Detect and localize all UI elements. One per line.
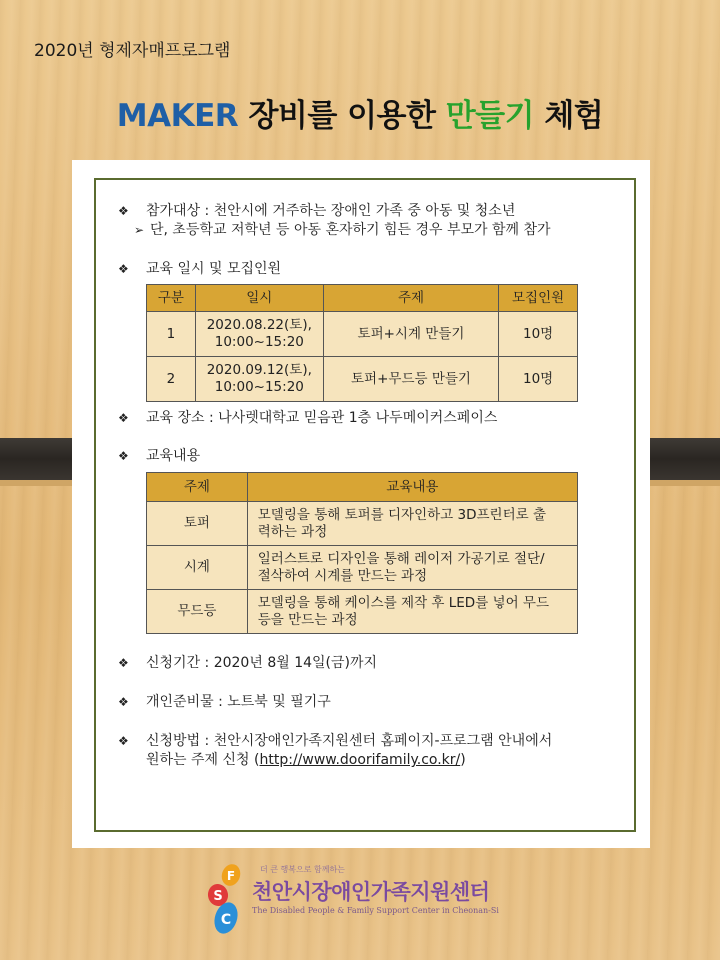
supplies-text: 개인준비물 : 노트북 및 필기구 bbox=[146, 694, 331, 710]
table-row bbox=[147, 590, 578, 634]
schedule-heading: 교육 일시 및 모집인원 bbox=[146, 261, 282, 277]
header-cell: 모집인원 bbox=[499, 285, 578, 312]
diamond-bullet-icon: ❖ bbox=[118, 204, 129, 218]
diamond-bullet-icon: ❖ bbox=[118, 695, 129, 709]
title-maker: MAKER bbox=[116, 98, 239, 134]
svg-text:S: S bbox=[213, 889, 223, 904]
row-description: 모델링을 통해 토퍼를 디자인하고 3D프린터로 출 력하는 과정 bbox=[247, 502, 577, 546]
diamond-bullet-icon: ❖ bbox=[118, 449, 129, 463]
header-cell: 교육내용 bbox=[247, 473, 577, 502]
header-cell: 구분 bbox=[147, 285, 196, 312]
sfc-logo-icon bbox=[204, 862, 254, 942]
target-note-text: 단, 초등학교 저학년 등 아동 혼자하기 힘든 경우 부모가 함께 참가 bbox=[150, 222, 551, 238]
diamond-bullet-icon: ❖ bbox=[118, 734, 129, 748]
table-header-row bbox=[147, 473, 578, 502]
info-panel bbox=[72, 160, 650, 848]
row-topic: 토퍼+시계 만들기 bbox=[323, 312, 498, 357]
row-datetime: 2020.09.12(토), 10:00~15:20 bbox=[195, 357, 323, 402]
page-title bbox=[0, 90, 720, 135]
target-note-item bbox=[116, 221, 616, 240]
target-text: 참가대상 : 천안시에 거주하는 장애인 가족 중 아동 및 청소년 bbox=[146, 203, 516, 219]
table-row bbox=[147, 357, 578, 402]
table-header-row bbox=[147, 285, 578, 312]
table-row bbox=[147, 502, 578, 546]
arrow-bullet-icon: ➢ bbox=[134, 223, 145, 237]
row-topic: 토퍼 bbox=[147, 502, 248, 546]
svg-text:F: F bbox=[226, 869, 236, 883]
center-logo bbox=[204, 862, 504, 942]
row-topic: 시계 bbox=[147, 546, 248, 590]
diamond-bullet-icon: ❖ bbox=[118, 262, 129, 276]
method-item bbox=[116, 732, 616, 770]
curriculum-heading-item bbox=[116, 447, 616, 466]
table-row bbox=[147, 312, 578, 357]
panel-content bbox=[116, 202, 616, 770]
row-count: 10명 bbox=[499, 312, 578, 357]
method-text: 신청방법 : 천안시장애인가족지원센터 홈페이지-프로그램 안내에서 원하는 주제 신청 (http://www.doorifamily.co.kr/) bbox=[146, 733, 553, 768]
row-number: 2 bbox=[147, 357, 196, 402]
diamond-bullet-icon: ❖ bbox=[118, 656, 129, 670]
title-making: 만들기 bbox=[445, 98, 535, 134]
program-label: 2020년 형제자매프로그램 bbox=[34, 41, 231, 61]
row-datetime: 2020.08.22(토), 10:00~15:20 bbox=[195, 312, 323, 357]
row-topic: 토퍼+무드등 만들기 bbox=[323, 357, 498, 402]
row-count: 10명 bbox=[499, 357, 578, 402]
title-middle: 장비를 이용한 bbox=[238, 98, 446, 134]
schedule-table bbox=[146, 284, 578, 402]
svg-text:C: C bbox=[220, 912, 232, 928]
location-item bbox=[116, 409, 616, 428]
logo-english-name: The Disabled People & Family Support Center in Cheonan-Si bbox=[252, 906, 499, 915]
header-cell: 주제 bbox=[323, 285, 498, 312]
homepage-link[interactable]: http://www.doorifamily.co.kr/ bbox=[259, 752, 461, 768]
schedule-heading-item bbox=[116, 260, 616, 279]
row-topic: 무드등 bbox=[147, 590, 248, 634]
header-cell: 주제 bbox=[147, 473, 248, 502]
row-description: 모델링을 통해 케이스를 제작 후 LED를 넣어 무드 등을 만드는 과정 bbox=[247, 590, 577, 634]
location-text: 교육 장소 : 나사렛대학교 믿음관 1층 나두메이커스페이스 bbox=[146, 410, 498, 426]
period-text: 신청기간 : 2020년 8월 14일(금)까지 bbox=[146, 655, 378, 671]
row-number: 1 bbox=[147, 312, 196, 357]
curriculum-heading: 교육내용 bbox=[146, 448, 201, 464]
curriculum-table bbox=[146, 472, 578, 634]
table-row bbox=[147, 546, 578, 590]
title-end: 체험 bbox=[534, 98, 604, 134]
diamond-bullet-icon: ❖ bbox=[118, 411, 129, 425]
logo-tagline: 더 큰 행복으로 함께하는 bbox=[260, 865, 345, 874]
row-description: 일러스트로 디자인을 통해 레이저 가공기로 절단/ 절삭하여 시계를 만드는 과정 bbox=[247, 546, 577, 590]
logo-name: 천안시장애인가족지원센터 bbox=[252, 880, 490, 904]
supplies-item bbox=[116, 693, 616, 712]
target-item bbox=[116, 202, 616, 221]
header-cell: 일시 bbox=[195, 285, 323, 312]
period-item bbox=[116, 654, 616, 673]
